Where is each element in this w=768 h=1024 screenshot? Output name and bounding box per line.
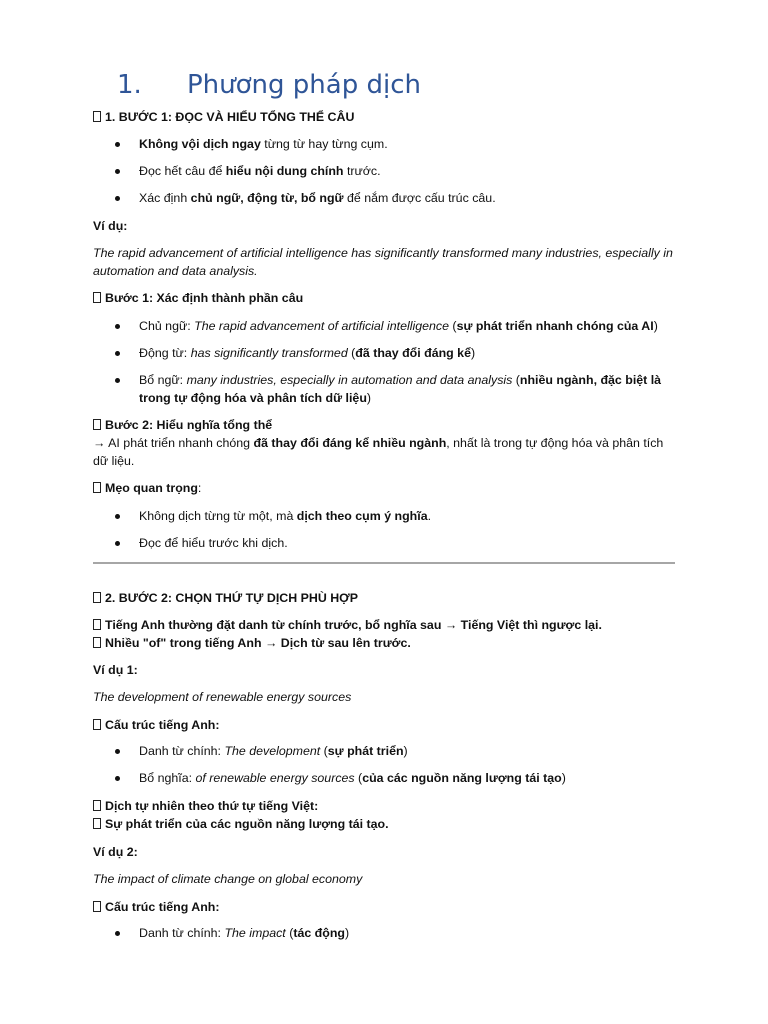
example1-label: Ví dụ 1: — [93, 663, 138, 677]
list-item: Xác định chủ ngữ, động từ, bổ ngữ để nắm được cấu trúc câu. — [93, 190, 683, 208]
bullet-icon — [115, 351, 120, 356]
missing-glyph-icon — [93, 419, 101, 430]
heading-number: 1. — [117, 70, 142, 100]
natural-translation: Dịch tự nhiên theo thứ tự tiếng Việt: Sự phát triển của các nguồn năng lượng tái tạo. — [93, 798, 678, 833]
step1-title: Bước 1: Xác định thành phần câu — [93, 290, 678, 308]
list-item: Đọc hết câu để hiểu nội dung chính trước. — [93, 163, 683, 181]
list-item: Động từ: has significantly transformed (đã thay đổi đáng kể) — [93, 345, 683, 363]
translation-rules: Tiếng Anh thường đặt danh từ chính trước, bổ nghĩa sau → Tiếng Việt thì ngược lại. Nhiều "of" trong tiếng Anh → Dịch từ sau lên trước. — [93, 617, 678, 652]
bullet-icon — [115, 324, 120, 329]
example2-label: Ví dụ 2: — [93, 845, 138, 859]
tip-title: Mẹo quan trọng: — [93, 480, 678, 498]
list-item: Không vội dịch ngay từng từ hay từng cụm. — [93, 136, 683, 154]
example2-structure-list — [93, 925, 683, 943]
bullet-icon — [115, 378, 120, 383]
bullet-icon — [115, 169, 120, 174]
tips-list — [93, 508, 683, 553]
page-title — [117, 70, 421, 100]
list-item: Danh từ chính: The impact (tác động) — [93, 925, 683, 943]
missing-glyph-icon — [93, 719, 101, 730]
missing-glyph-icon — [93, 619, 101, 630]
list-item: Đọc để hiểu trước khi dịch. — [93, 535, 683, 553]
bullet-icon — [115, 142, 120, 147]
list-item: Chủ ngữ: The rapid advancement of artificial intelligence (sự phát triển nhanh chóng của AI) — [93, 318, 683, 336]
bullet-icon — [115, 931, 120, 936]
sentence-parts-list — [93, 318, 683, 407]
bullet-icon — [115, 541, 120, 546]
list-item: Danh từ chính: The development (sự phát triển) — [93, 743, 683, 761]
list-item: Bổ ngữ: many industries, especially in automation and data analysis (nhiều ngành, đặc biệt là trong tự động hóa và phân tích dữ liệu) — [93, 372, 683, 407]
missing-glyph-icon — [93, 292, 101, 303]
missing-glyph-icon — [93, 800, 101, 811]
section1-bullets — [93, 136, 683, 208]
missing-glyph-icon — [93, 818, 101, 829]
missing-glyph-icon — [93, 111, 101, 122]
missing-glyph-icon — [93, 482, 101, 493]
heading-text: Phương pháp dịch — [187, 70, 421, 100]
example-sentence: The rapid advancement of artificial intelligence has significantly transformed many industries, especially in automation and data analysis. — [93, 246, 673, 278]
bullet-icon — [115, 514, 120, 519]
missing-glyph-icon — [93, 592, 101, 603]
example2-phrase: The impact of climate change on global economy — [93, 872, 363, 886]
missing-glyph-icon — [93, 901, 101, 912]
example1-phrase: The development of renewable energy sources — [93, 690, 352, 704]
bullet-icon — [115, 196, 120, 201]
section2-title: 2. BƯỚC 2: CHỌN THỨ TỰ DỊCH PHÙ HỢP — [93, 590, 678, 608]
list-item: Bổ nghĩa: of renewable energy sources (của các nguồn năng lượng tái tạo) — [93, 770, 683, 788]
example-label: Ví dụ: — [93, 219, 128, 233]
section1-title: 1. BƯỚC 1: ĐỌC VÀ HIỂU TỔNG THỂ CÂU — [93, 109, 678, 127]
step2-title: Bước 2: Hiểu nghĩa tổng thể — [93, 417, 678, 435]
example1-structure-list — [93, 743, 683, 788]
list-item: Không dịch từng từ một, mà dịch theo cụm ý nghĩa. — [93, 508, 683, 526]
bullet-icon — [115, 749, 120, 754]
english-structure-title: Cấu trúc tiếng Anh: — [93, 899, 678, 917]
horizontal-divider — [93, 562, 675, 564]
bullet-icon — [115, 776, 120, 781]
missing-glyph-icon — [93, 637, 101, 648]
english-structure-title: Cấu trúc tiếng Anh: — [93, 717, 678, 735]
step2-text: → AI phát triển nhanh chóng đã thay đổi đáng kể nhiều ngành, nhất là trong tự động hóa và phân tích dữ liệu. — [93, 436, 664, 468]
